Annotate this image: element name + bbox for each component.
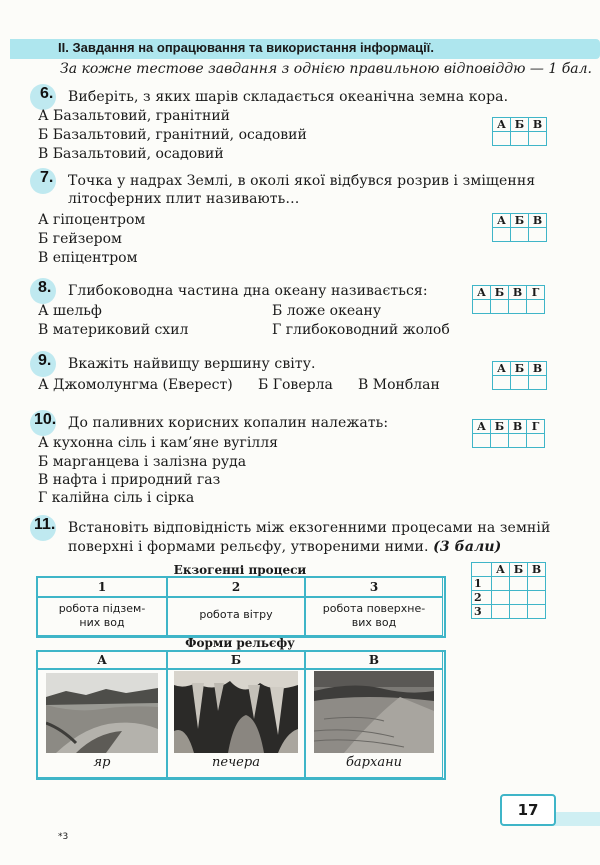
grid-header-cell: Г xyxy=(527,286,545,300)
grid-header-cell: А xyxy=(493,118,511,132)
process-text-line: них вод xyxy=(79,616,125,629)
answer-cell[interactable] xyxy=(528,577,546,591)
question-8-option-b: Б ложе океану xyxy=(272,303,382,319)
answer-cell[interactable] xyxy=(491,300,509,314)
question-6-option-a: А Базальтовий, гранітний xyxy=(38,108,230,124)
answer-cell[interactable] xyxy=(493,132,511,146)
process-number: 3 xyxy=(305,577,443,597)
answer-cell[interactable] xyxy=(493,376,511,390)
ravine-photo xyxy=(46,673,158,753)
grid-header-cell: В xyxy=(529,118,547,132)
answer-cell[interactable] xyxy=(510,577,528,591)
process-number: 2 xyxy=(167,577,305,597)
form-caption-dunes: бархани xyxy=(345,755,403,770)
grid-corner-cell xyxy=(472,563,492,577)
process-text-line: робота підзем- xyxy=(58,602,146,615)
question-9-option-b: Б Говерла xyxy=(258,377,333,393)
question-11-number: 11. xyxy=(34,516,56,533)
question-9-option-c: В Монблан xyxy=(358,377,440,393)
answer-cell[interactable] xyxy=(493,228,511,242)
process-text-line: вих вод xyxy=(351,616,397,629)
question-11-answer-grid[interactable] xyxy=(471,562,546,619)
answer-cell[interactable] xyxy=(473,300,491,314)
grid-header-cell: А xyxy=(493,362,511,376)
form-caption-ravine: яр xyxy=(93,755,111,770)
grid-header-cell: Б xyxy=(511,214,529,228)
grid-header-cell: А xyxy=(473,420,491,434)
question-10-answer-grid[interactable] xyxy=(472,419,545,448)
answer-cell[interactable] xyxy=(509,434,527,448)
question-9-option-a: А Джомолунгма (Еверест) xyxy=(38,377,233,393)
answer-cell[interactable] xyxy=(509,300,527,314)
question-10-text: До паливних корисних копалин належать: xyxy=(68,415,389,431)
answer-cell[interactable] xyxy=(528,591,546,605)
grid-header-cell: Б xyxy=(491,286,509,300)
question-7-option-a: А гіпоцентром xyxy=(38,212,146,228)
forms-title: Форми рельєфу xyxy=(185,636,295,650)
answer-cell[interactable] xyxy=(511,132,529,146)
question-10-option-c: В нафта і природний газ xyxy=(38,472,221,488)
section-title: II. Завдання на опрацювання та використання інформації. xyxy=(58,40,434,55)
processes-title: Екзогенні процеси xyxy=(173,563,307,577)
grid-header-cell: В xyxy=(529,214,547,228)
question-9-text: Вкажіть найвищу вершину світу. xyxy=(68,356,316,372)
question-10-option-a: А кухонна сіль і кам’яне вугілля xyxy=(38,435,278,451)
question-8-option-a: А шельф xyxy=(38,303,102,319)
process-text-line: робота вітру xyxy=(199,608,273,621)
grid-header-cell: Г xyxy=(527,420,545,434)
answer-cell[interactable] xyxy=(492,577,510,591)
question-7-option-c: В епіцентром xyxy=(38,250,138,266)
question-8-answer-grid[interactable] xyxy=(472,285,545,314)
question-11-text-line1: Встановіть відповідність між екзогенними процесами на земній xyxy=(68,520,551,536)
answer-cell[interactable] xyxy=(529,228,547,242)
question-8-text: Глибоководна частина дна океану називається: xyxy=(68,283,428,299)
footer-mark: *3 xyxy=(58,832,69,842)
question-7-option-b: Б гейзером xyxy=(38,231,122,247)
footer-strip xyxy=(552,812,600,826)
grid-header-cell: В xyxy=(509,420,527,434)
question-10-option-b: Б марганцева і залізна руда xyxy=(38,454,247,470)
question-9-answer-grid[interactable] xyxy=(492,361,547,390)
grid-header-cell: А xyxy=(493,214,511,228)
grid-row-header: 1 xyxy=(472,577,492,591)
process-number: 1 xyxy=(37,577,167,597)
answer-cell[interactable] xyxy=(528,605,546,619)
process-cell xyxy=(37,597,167,636)
process-cell xyxy=(305,597,443,636)
answer-cell[interactable] xyxy=(510,591,528,605)
answer-cell[interactable] xyxy=(492,591,510,605)
question-11-text-line2-body: поверхні і формами рельєфу, утвореними ними. xyxy=(68,539,429,555)
question-7-answer-grid[interactable] xyxy=(492,213,547,242)
grid-row-header: 2 xyxy=(472,591,492,605)
grid-header-cell: Б xyxy=(511,362,529,376)
form-letter: Б xyxy=(167,651,305,669)
question-6-answer-grid[interactable] xyxy=(492,117,547,146)
answer-cell[interactable] xyxy=(473,434,491,448)
grid-header-cell: Б xyxy=(511,118,529,132)
grid-row-header: 3 xyxy=(472,605,492,619)
answer-cell[interactable] xyxy=(511,228,529,242)
grid-header-cell: А xyxy=(473,286,491,300)
cave-photo xyxy=(174,671,298,753)
grid-header-cell: В xyxy=(509,286,527,300)
question-7-text-line1: Точка у надрах Землі, в околі якої відбувся розрив і зміщення xyxy=(68,173,536,189)
answer-cell[interactable] xyxy=(511,376,529,390)
form-caption-cave: печера xyxy=(212,755,260,770)
question-8-option-d: Г глибоководний жолоб xyxy=(272,322,450,338)
process-cell xyxy=(167,597,305,636)
question-7-number: 7. xyxy=(40,169,54,186)
page-number: 17 xyxy=(500,794,556,826)
question-8-option-c: В материковий схил xyxy=(38,322,189,338)
section-instruction: За кожне тестове завдання з однією правильною відповіддю — 1 бал. xyxy=(60,61,592,77)
question-9-number: 9. xyxy=(38,352,52,369)
answer-cell[interactable] xyxy=(492,605,510,619)
form-letter: А xyxy=(37,651,167,669)
process-text-line: робота поверхне- xyxy=(322,602,426,615)
grid-header-cell: В xyxy=(528,563,546,577)
question-7-text-line2: літосферних плит називають… xyxy=(68,191,300,207)
form-letter: В xyxy=(305,651,443,669)
grid-header-cell: В xyxy=(529,362,547,376)
question-11-text-line2 xyxy=(68,538,501,557)
dunes-photo xyxy=(314,671,434,753)
question-6-number: 6. xyxy=(40,85,54,102)
question-10-number: 10. xyxy=(34,411,57,428)
question-6-text: Виберіть, з яких шарів складається океанічна земна кора. xyxy=(68,89,509,105)
answer-cell[interactable] xyxy=(510,605,528,619)
answer-cell[interactable] xyxy=(529,376,547,390)
question-11-points: (3 бали) xyxy=(433,539,502,555)
grid-header-cell: Б xyxy=(510,563,528,577)
answer-cell[interactable] xyxy=(529,132,547,146)
question-6-option-b: Б Базальтовий, гранітний, осадовий xyxy=(38,127,307,143)
grid-header-cell: А xyxy=(492,563,510,577)
answer-cell[interactable] xyxy=(527,434,545,448)
question-6-option-c: В Базальтовий, осадовий xyxy=(38,146,224,162)
grid-header-cell: Б xyxy=(491,420,509,434)
question-10-option-d: Г калійна сіль і сірка xyxy=(38,490,195,506)
answer-cell[interactable] xyxy=(491,434,509,448)
question-8-number: 8. xyxy=(38,279,52,296)
answer-cell[interactable] xyxy=(527,300,545,314)
